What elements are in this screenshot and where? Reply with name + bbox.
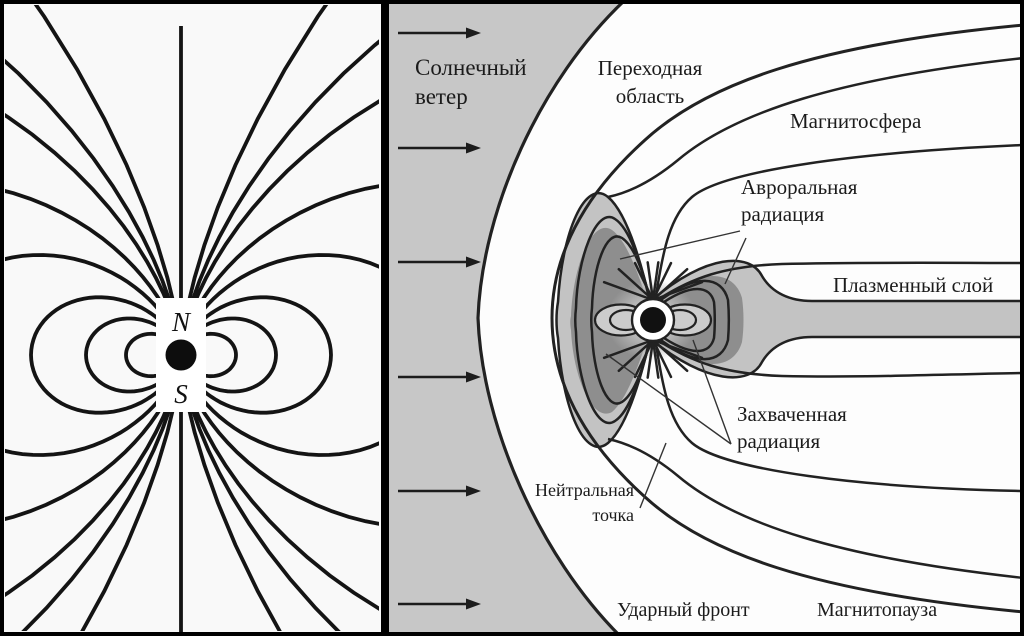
south-pole-label: S: [174, 379, 188, 409]
label-neutral-point: Нейтральная точка: [535, 480, 634, 525]
label-magnetosphere: Магнитосфера: [790, 109, 922, 133]
north-pole-label: N: [171, 307, 191, 337]
label-magnetopause: Магнитопауза: [817, 599, 938, 621]
label-auroral-radiation: Авроральная радиация: [741, 175, 858, 226]
label-shock-front: Ударный фронт: [617, 599, 750, 621]
earth: [632, 299, 674, 341]
panel-divider: [381, 0, 389, 636]
dipole-field-panel: [0, 0, 388, 636]
label-trapped-radiation: Захваченная радиация: [737, 402, 847, 453]
label-plasma-sheet: Плазменный слой: [833, 273, 994, 297]
label-solar-wind: Солнечный ветер: [415, 55, 527, 109]
dipole-magnet: [166, 340, 197, 371]
label-transition-region: Переходная область: [597, 56, 703, 108]
